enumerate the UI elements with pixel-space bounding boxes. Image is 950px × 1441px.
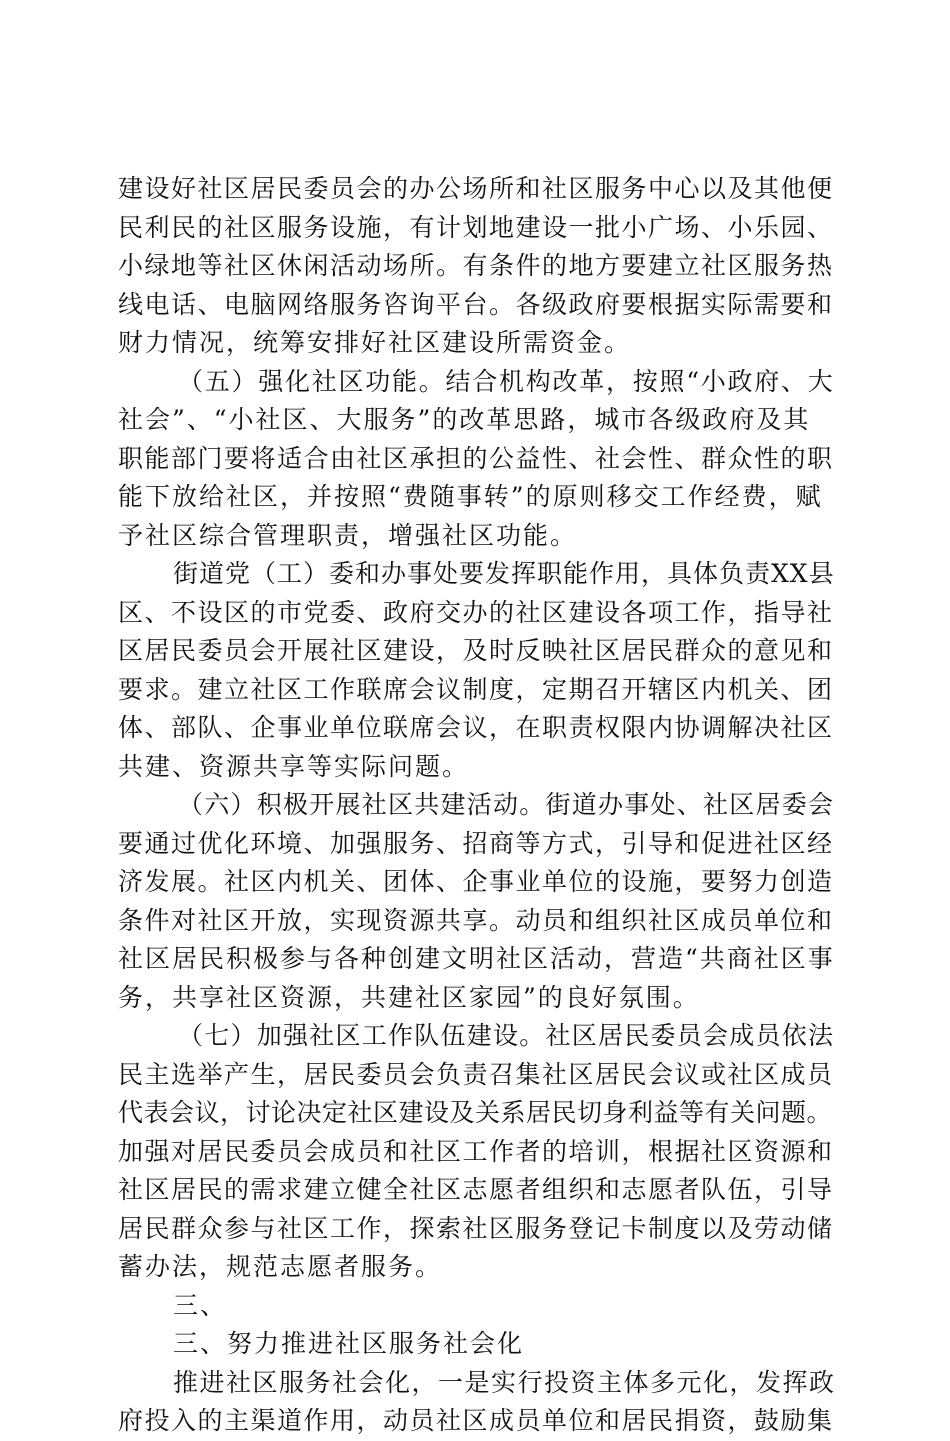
paragraph-start: 街道党（工）委和办事处要发挥职能作用，具体负责XX县 xyxy=(173,559,835,588)
document-body xyxy=(118,170,838,1441)
text-line: 社区居民的需求建立健全社区志愿者组织和志愿者队伍，引导 xyxy=(118,1175,834,1204)
text-line: 加强对居民委员会成员和社区工作者的培训，根据社区资源和 xyxy=(118,1136,834,1166)
text-line: 区、不设区的市党委、政府交办的社区建设各项工作，指导社 xyxy=(118,597,834,627)
paragraph-start: 推进社区服务社会化，一是实行投资主体多元化，发挥政 xyxy=(173,1367,836,1397)
text-line: 条件对社区开放，实现资源共享。动员和组织社区成员单位和 xyxy=(118,905,834,935)
text-line: 要求。建立社区工作联席会议制度，定期召开辖区内机关、团 xyxy=(118,674,834,704)
text-line: 居民群众参与社区工作，探索社区服务登记卡制度以及劳动储 xyxy=(118,1213,834,1243)
text-line: 区居民委员会开展社区建设，及时反映社区居民群众的意见和 xyxy=(118,636,834,665)
text-line: 民利民的社区服务设施，有计划地建设一批小广场、小乐园、 xyxy=(118,212,834,242)
text-line: 府投入的主渠道作用，动员社区成员单位和居民捐资，鼓励集 xyxy=(118,1406,834,1435)
text-line: 务，共享社区资源，共建社区家园”的良好氛围。 xyxy=(118,982,700,1012)
text-line: 建设好社区居民委员会的办公场所和社区服务中心以及其他便 xyxy=(118,174,834,203)
text-line: 线电话、电脑网络服务咨询平台。各级政府要根据实际需要和 xyxy=(118,289,834,319)
text-line: 蓄办法，规范志愿者服务。 xyxy=(118,1252,443,1281)
section-heading: 三、努力推进社区服务社会化 xyxy=(173,1329,525,1358)
paragraph-heading-6: （六）积极开展社区共建活动。街道办事处、社区居委会 xyxy=(178,790,835,819)
text-line: 社会”、“小社区、大服务”的改革思路，城市各级政府及其 xyxy=(118,405,811,434)
text-line: 能下放给社区，并按照“费随事转”的原则移交工作经费，赋 xyxy=(118,482,823,511)
text-line: 要通过优化环境、加强服务、招商等方式，引导和促进社区经 xyxy=(118,828,834,858)
text-line: 共建、资源共享等实际问题。 xyxy=(118,751,470,781)
text-line: 民主选举产生，居民委员会负责召集社区居民会议或社区成员 xyxy=(118,1059,834,1089)
text-line: 职能部门要将适合由社区承担的公益性、社会性、群众性的职 xyxy=(118,443,834,473)
text-line: 社区居民积极参与各种创建文明社区活动，营造“共商社区事 xyxy=(118,944,835,973)
text-line: 代表会议，讨论决定社区建设及关系居民切身利益等有关问题。 xyxy=(118,1098,833,1127)
section-number: 三、 xyxy=(173,1290,228,1320)
text-line: 小绿地等社区休闲活动场所。有条件的地方要建立社区服务热 xyxy=(118,251,834,280)
text-line: 予社区综合管理职责，增强社区功能。 xyxy=(118,520,578,550)
text-line: 财力情况，统筹安排好社区建设所需资金。 xyxy=(118,328,632,357)
paragraph-heading-7: （七）加强社区工作队伍建设。社区居民委员会成员依法 xyxy=(178,1021,835,1050)
text-line: 体、部队、企事业单位联席会议，在职责权限内协调解决社区 xyxy=(118,713,834,742)
paragraph-heading-5: （五）强化社区功能。结合机构改革，按照“小政府、大 xyxy=(178,366,835,396)
text-line: 济发展。社区内机关、团体、企事业单位的设施，要努力创造 xyxy=(118,867,834,896)
